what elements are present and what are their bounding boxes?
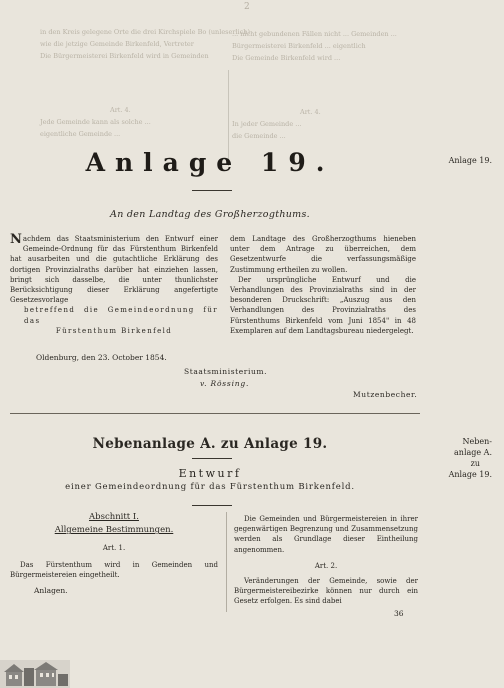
countersigner-name: Mutzenbecher.: [353, 390, 418, 399]
date-line: Oldenburg, den 23. October 1854.: [36, 353, 167, 362]
margin-neben-2: anlage A.: [454, 448, 492, 457]
right-draft-text: Die Gemeinden und Bürgermeistereien in ihrer gegenwärtigen Begrenzung und Zusammensetzung werden als Grundlage dieser Eintheilung angenommen.: [234, 515, 418, 554]
title-rule: [192, 190, 232, 191]
signer-name: v. Rössing.: [200, 379, 250, 388]
bleed-page-number: 2: [244, 2, 250, 12]
letter-left-text: achdem das Staatsministerium den Entwurf einer Gemeinde-Ordnung für das Fürstenthum Birkenfeld hat ausarbeiten und die gutachtliche Erklärung des dortigen Provinzialraths darüber hat einziehen lassen, bringt sich dasselbe, die unter thunlichster Berücksichtigung dieser Erklärung angefertigte Gesetzesvorlage: [10, 235, 218, 305]
bleed-right-4: Art. 4.: [300, 108, 321, 116]
column-divider: [226, 512, 227, 612]
entwurf-subtitle: einer Gemeindeordnung für das Fürstenthum Birkenfeld.: [65, 482, 355, 492]
letter-right-text-2: Der ursprüngliche Entwurf und die Verhandlungen des Provinzialraths sind in der besonderen Druckschrift: „Auszug aus den Verhandlungen des Provinzialraths des Fürstenthums Birkenfeld vom Juni 1854" in 48 Exemplaren auf dem Landtagsbureau niedergelegt.: [230, 275, 416, 335]
bleed-left-4: Art. 4.: [110, 106, 131, 114]
bleed-left-1: in den Kreis gelegene Orte die drei Kirchspiele Bo (unleserlich): [40, 28, 250, 36]
subject-line-1: betreffend die Gemeindeordnung für das: [24, 306, 218, 325]
library-building-logo: [0, 660, 70, 688]
addressee: An den Landtag des Großherzogthums.: [110, 209, 310, 220]
ministry-name: Staatsministerium.: [184, 367, 268, 376]
bleed-right-3: Die Gemeinde Birkenfeld wird ...: [232, 54, 341, 62]
heading-rule: [192, 458, 232, 459]
page-title: Anlage 19.: [85, 148, 335, 177]
margin-neben-4: Anlage 19.: [448, 470, 492, 479]
bleed-right-5: In jeder Gemeinde ...: [232, 120, 302, 128]
margin-note-anlage: Anlage 19.: [448, 156, 492, 165]
letter-right-text: dem Landtage des Großherzogthums hieneben unter dem Antrage zu überreichen, dem Gesetzentwurfe die verfassungsmäßige Zustimmung ertheilen zu wollen.: [230, 235, 416, 274]
article-1-heading: Art. 1.: [102, 544, 126, 553]
page-number: 36: [394, 609, 404, 618]
section-number: Abschnitt I.: [89, 512, 139, 522]
subject-line-2: Fürstenthum Birkenfeld: [55, 326, 173, 335]
entwurf-rule: [192, 505, 232, 506]
drop-cap: N: [10, 232, 22, 247]
article-1-text: Das Fürstenthum wird in Gemeinden und Bürgermeistereien eingetheilt.: [10, 560, 218, 579]
bleed-right-6: die Gemeinde ...: [232, 132, 286, 140]
bleed-left-2: wie die jetzige Gemeinde Birkenfeld, Vertreter: [40, 40, 194, 48]
catchword: Anlagen.: [34, 586, 68, 596]
margin-neben-1: Neben-: [462, 437, 492, 446]
margin-neben-3: zu: [470, 459, 480, 468]
section-title: Allgemeine Bestimmungen.: [54, 525, 174, 536]
section-rule: [10, 413, 420, 414]
draft-left-column: [10, 512, 218, 596]
bleed-left-5: Jede Gemeinde kann als solche ...: [40, 118, 151, 126]
bleed-right-2: Bürgermeisterei Birkenfeld ... eigentlich: [232, 42, 366, 50]
margin-note-nebenanlage: [440, 436, 492, 480]
bleed-left-3: Die Bürgermeisterei Birkenfeld wird in Gemeinden: [40, 52, 209, 60]
article-2-heading: Art. 2.: [314, 561, 338, 570]
article-2-text: Veränderungen der Gemeinde, sowie der Bürgermeistereibezirke können nur durch ein Gesetz erfolgen. Es sind dabei: [234, 577, 418, 606]
entwurf-heading: Entwurf: [178, 467, 242, 480]
bleed-right-1: ... nicht gebundenen Fällen nicht ... Gemeinden ...: [232, 30, 397, 38]
nebenanlage-heading: Nebenanlage A. zu Anlage 19.: [92, 436, 328, 452]
letter-left-column: [10, 234, 218, 336]
draft-right-column: [234, 514, 418, 607]
letter-right-column: [230, 234, 416, 336]
bleed-left-6: eigentliche Gemeinde ...: [40, 130, 121, 138]
